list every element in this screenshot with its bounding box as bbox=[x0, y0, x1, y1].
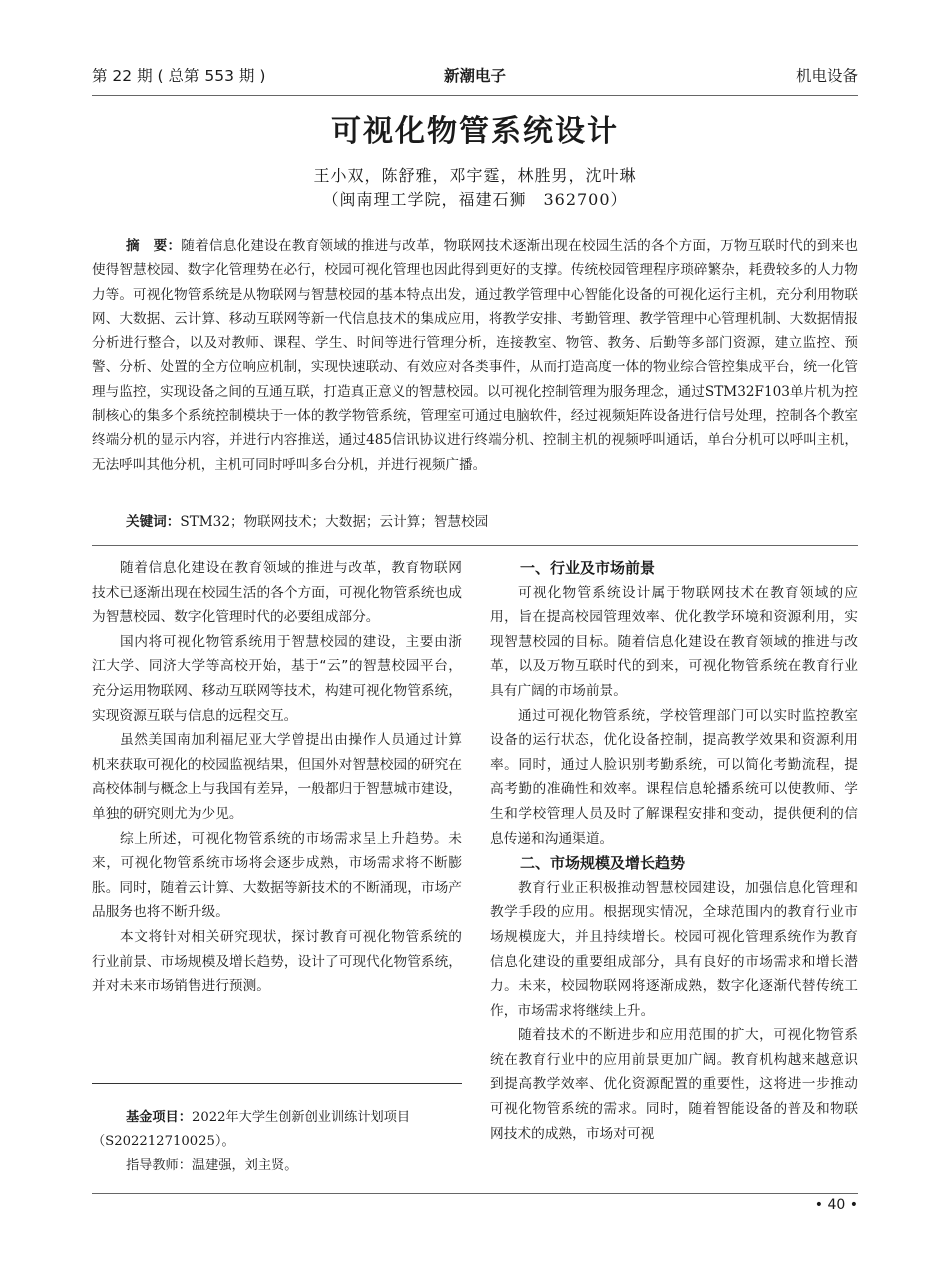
body-paragraph: 可视化物管系统设计属于物联网技术在教育领域的应用，旨在提高校园管理效率、优化教学环境和资源利用，实现智慧校园的目标。随着信息化建设在教育领域的推进与改革，以及万物互联时代的到来，可视化物管系统在教育行业具有广阔的市场前景。 bbox=[490, 584, 858, 699]
advisor-line: 指导教师：温建强，刘主贤。 bbox=[126, 1158, 298, 1173]
journal-name: 新潮电子 bbox=[443, 67, 506, 85]
fund-code: （S202212710025）。 bbox=[92, 1134, 235, 1149]
body-paragraph: 综上所述，可视化物管系统的市场需求呈上升趋势。未来，可视化物管系统市场将会逐步成熟，市场需求将不断膨胀。同时，随着云计算、大数据等新技术的不断涌现，市场产品服务也将不断升级。 bbox=[92, 830, 462, 921]
footer-rule bbox=[92, 1193, 858, 1194]
body-paragraph: 随着技术的不断进步和应用范围的扩大，可视化物管系统在教育行业中的应用前景更加广阔。教育机构越来越意识到提高教学效率、优化资源配置的重要性，这将进一步推动可视化物管系统的需求。同时，随着智能设备的普及和物联网技术的成熟，市场对可视 bbox=[490, 1027, 858, 1142]
footnote-rule bbox=[92, 1083, 462, 1084]
running-header bbox=[92, 64, 858, 88]
body-paragraph: 通过可视化物管系统，学校管理部门可以实时监控教室设备的运行状态，优化设备控制，提高教学效果和资源利用率。同时，通过人脸识别考勤系统，可以简化考勤流程，提高考勤的准确性和效率。课程信息轮播系统可以使教师、学生和学校管理人员及时了解课程安排和变动，提供便利的信息传递和沟通渠道。 bbox=[490, 707, 858, 847]
keywords-text: STM32；物联网技术；大数据；云计算；智慧校园 bbox=[180, 514, 489, 530]
section-heading: 一、行业及市场前景 bbox=[520, 559, 656, 577]
footnote bbox=[92, 1106, 464, 1178]
abstract bbox=[92, 234, 858, 477]
body-paragraph: 虽然美国南加利福尼亚大学曾提出由操作人员通过计算机来获取可视化的校园监视结果，但国外对智慧校园的研究在高校体制与概念上与我国有差异，一般都归于智慧城市建设，单独的研究则尤为少见。 bbox=[92, 732, 462, 822]
right-column bbox=[490, 556, 858, 1146]
issue-info: 第 22 期 ( 总第 553 期 ) bbox=[92, 67, 266, 85]
affiliation: （闽南理工学院，福建石狮 362700） bbox=[322, 190, 628, 209]
body-paragraph: 随着信息化建设在教育领域的推进与改革，教育物联网技术已逐渐出现在校园生活的各个方面，可视化物管系统也成为智慧校园、数字化管理时代的必要组成部分。 bbox=[92, 560, 462, 626]
paper-title: 可视化物管系统设计 bbox=[331, 114, 619, 149]
keywords-label: 关键词： bbox=[126, 514, 181, 530]
section-heading: 二、市场规模及增长趋势 bbox=[520, 854, 686, 873]
keywords bbox=[126, 510, 488, 534]
left-column bbox=[92, 556, 462, 999]
page-number: • 40 • bbox=[814, 1197, 858, 1213]
body-paragraph: 国内将可视化物管系统用于智慧校园的建设，主要由浙江大学、同济大学等高校开始，基于“云”的智慧校园平台，充分运用物联网、移动互联网等技术，构建可视化物管系统，实现资源互联与信息的远程交互。 bbox=[92, 633, 462, 724]
section-name: 机电设备 bbox=[795, 67, 858, 85]
body-paragraph: 教育行业正积极推动智慧校园建设，加强信息化管理和教学手段的应用。根据现实情况，全球范围内的教育行业市场规模庞大，并且持续增长。校园可视化管理系统作为教育信息化建设的重要组成部分，具有良好的市场需求和增长潜力。未来，校园物联网将逐渐成熟，数字化逐渐代替传统工作，市场需求将继续上升。 bbox=[490, 879, 858, 1019]
body-paragraph: 本文将针对相关研究现状，探讨教育可视化物管系统的行业前景、市场规模及增长趋势，设计了可现代化物管系统，并对未来市场销售进行预测。 bbox=[92, 928, 462, 995]
abstract-divider bbox=[92, 545, 858, 546]
abstract-text: 随着信息化建设在教育领域的推进与改革，物联网技术逐渐出现在校园生活的各个方面，万物互联时代的到来也使得智慧校园、数字化管理势在必行，校园可视化管理也因此得到更好的支撑。传统校园管理程序琐碎繁杂，耗费较多的人力物力等。可视化物管系统是从物联网与智慧校园的基本特点出发，通过教学管理中心智能化设备的可视化运行主机，充分利用物联网、大数据、云计算、移动互联网等新一代信息技术的集成应用，将教学安排、考勤管理、教学管理中心管理机制、大数据情报分析进行整合，以及对教师、课程、学生、时间等进行管理分析，连接教室、物管、教务、后勤等多部门资源，建立监控、预警、分析、处置的全方位响应机制，实现快速联动、有效应对各类事件，从而打造高度一体的物业综合管控集成平台，统一化管理与监控，实现设备之间的互通互联，打造真正意义的智慧校园。以可视化控制管理为服务理念，通过STM32F103单片机为控制核心的集多个系统控制模块于一体的教学物管系统，管理室可通过电脑软件，经过视频矩阵设备进行信号处理，控制各个教室终端分机的显示内容，并进行内容推送，通过485信讯协议进行终端分机、控制主机的视频呼叫通话，单台分机可以呼叫主机，无法呼叫其他分机，主机可同时呼叫多台分机，并进行视频广播。 bbox=[92, 238, 858, 473]
abstract-label: 摘 要： bbox=[126, 238, 182, 254]
fund-text: 2022年大学生创新创业训练计划项目 bbox=[191, 1110, 411, 1125]
fund-label: 基金项目： bbox=[126, 1110, 192, 1125]
author-list: 王小双，陈舒雅，邓宇霆，林胜男，沈叶琳 bbox=[313, 166, 637, 185]
header-rule bbox=[92, 95, 858, 96]
